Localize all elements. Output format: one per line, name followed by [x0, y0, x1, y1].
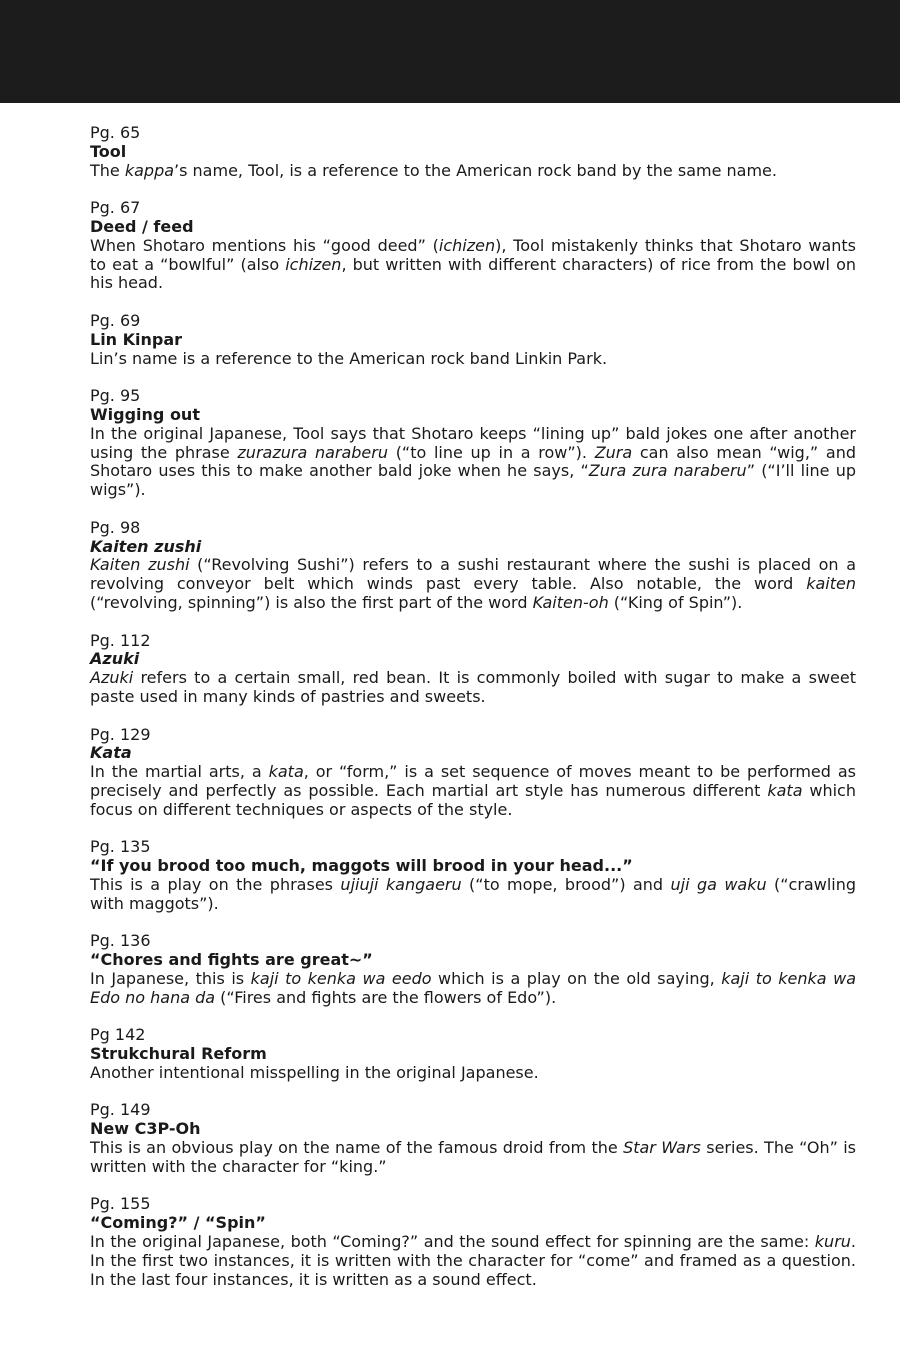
body-text: , but written with different characters) of rice from the bowl on his head. — [90, 254, 856, 293]
italic-term: Zura zura naraberu — [588, 461, 747, 481]
page-reference: Pg. 65 — [90, 123, 141, 142]
page-reference: Pg. 112 — [90, 630, 151, 650]
note-body — [90, 970, 856, 1008]
note-heading: Wigging out — [90, 404, 200, 424]
italic-term: kata — [268, 762, 304, 782]
note-block — [90, 838, 856, 913]
note-heading: New C3P-Oh — [90, 1119, 201, 1139]
page-reference: Pg. 129 — [90, 724, 151, 744]
note-body — [90, 1064, 856, 1083]
note-heading: “Coming?” / “Spin” — [90, 1213, 266, 1233]
page-reference: Pg. 98 — [90, 517, 141, 537]
note-heading: Strukchural Reform — [90, 1044, 267, 1064]
body-text: Another intentional misspelling in the original Japanese. — [90, 1062, 539, 1082]
body-text: ’s name, Tool, is a reference to the American rock band by the same name. — [174, 160, 777, 180]
body-text: series. The “Oh” is written with the character for “king.” — [90, 1138, 857, 1176]
note-block — [90, 1195, 856, 1289]
body-text: In the martial arts, a — [90, 762, 269, 782]
italic-term: ujiuji kangaeru — [340, 874, 462, 894]
note-heading: “If you brood too much, maggots will brood in your head...” — [90, 856, 633, 876]
note-body — [90, 350, 856, 369]
page-reference: Pg. 136 — [90, 931, 151, 951]
note-block — [90, 387, 856, 500]
page-reference: Pg. 67 — [90, 198, 141, 218]
note-heading: Deed / feed — [90, 216, 194, 236]
body-text: ” (“I’ll line up wigs”). — [90, 461, 857, 500]
page-reference: Pg. 135 — [90, 837, 151, 857]
note-block — [90, 199, 856, 293]
note-heading: Lin Kinpar — [90, 329, 183, 349]
body-text: (“to line up in a row”). — [388, 442, 595, 462]
body-text: This is an obvious play on the name of the famous droid from the — [90, 1138, 624, 1158]
body-text: . In the first two instances, it is written with the character for “come” and framed as a question. In the last four instances, it is written as a sound effect. — [90, 1232, 856, 1289]
note-block — [90, 726, 856, 820]
note-body — [90, 669, 856, 707]
body-text: (“Revolving Sushi”) refers to a sushi restaurant where the sushi is placed on a revolving conveyor belt which winds past every table. Also notable, the word — [90, 555, 856, 594]
body-text: (“crawling with maggots”). — [90, 874, 857, 913]
body-text: In the original Japanese, both “Coming?” and the sound effect for spinning are the same: — [90, 1232, 815, 1252]
italic-term: zurazura naraberu — [237, 442, 388, 462]
body-text: Lin’s name is a reference to the American rock band Linkin Park. — [90, 348, 608, 368]
italic-term: kaji to kenka wa Edo no hana da — [90, 968, 857, 1007]
note-block — [90, 519, 856, 613]
italic-term: ichizen — [285, 254, 342, 274]
italic-term: Star Wars — [623, 1138, 701, 1158]
body-text: can also mean “wig,” and Shotaro uses this to make another bald joke when he says, “ — [90, 442, 857, 481]
note-block — [90, 1026, 856, 1082]
note-body — [90, 876, 856, 914]
translation-notes — [90, 124, 856, 1308]
body-text: ), Tool mistakenly thinks that Shotaro wants to eat a “bowlful” (also — [90, 235, 857, 274]
italic-term: Azuki — [90, 668, 134, 688]
body-text: In the original Japanese, Tool says that Shotaro keeps “lining up” bald jokes one after another using the phrase — [90, 423, 856, 462]
note-block — [90, 312, 856, 368]
page-reference: Pg. 149 — [90, 1100, 151, 1120]
italic-term: Zura — [594, 442, 633, 462]
body-text: (“to mope, brood”) and — [461, 874, 671, 894]
note-block — [90, 932, 856, 1007]
body-text: which is a play on the old saying, — [431, 968, 722, 988]
note-body — [90, 763, 856, 819]
note-body — [90, 425, 856, 500]
note-body — [90, 162, 856, 181]
body-text: The — [90, 160, 125, 180]
page-reference: Pg. 95 — [90, 386, 141, 406]
body-text: , or “form,” is a set sequence of moves meant to be performed as precisely and perfectly as possible. Each martial art style has numerous different — [90, 762, 856, 800]
body-text: (“King of Spin”). — [608, 592, 743, 612]
note-heading: Azuki — [90, 649, 140, 669]
body-text: In Japanese, this is — [90, 968, 251, 988]
note-body — [90, 556, 856, 612]
body-text: refers to a certain small, red bean. It is commonly boiled with sugar to make a sweet paste used in many kinds of pastries and sweets. — [90, 668, 856, 706]
body-text: When Shotaro mentions his “good deed” ( — [90, 235, 439, 255]
italic-term: uji ga waku — [670, 874, 767, 894]
italic-term: ichizen — [438, 235, 496, 255]
italic-term: kaji to kenka wa eedo — [250, 968, 432, 988]
note-heading: “Chores and fights are great~” — [90, 950, 373, 970]
note-body — [90, 237, 856, 293]
italic-term: kappa — [124, 160, 175, 180]
note-body — [90, 1139, 856, 1177]
note-heading: Kata — [90, 743, 132, 763]
page-reference: Pg 142 — [90, 1025, 146, 1045]
italic-term: Kaiten zushi — [90, 555, 190, 575]
note-heading: Kaiten zushi — [90, 536, 202, 556]
italic-term: kata — [767, 780, 803, 800]
note-block — [90, 632, 856, 707]
note-block — [90, 124, 856, 180]
italic-term: kuru — [814, 1232, 851, 1252]
note-heading: Tool — [90, 141, 127, 161]
body-text: (“revolving, spinning”) is also the first part of the word — [90, 592, 533, 612]
note-body — [90, 1233, 856, 1289]
body-text: This is a play on the phrases — [90, 874, 341, 894]
italic-term: kaiten — [806, 574, 856, 594]
page-reference: Pg. 69 — [90, 310, 141, 330]
top-band — [0, 0, 900, 103]
body-text: (“Fires and fights are the flowers of Edo”). — [215, 987, 557, 1007]
page-reference: Pg. 155 — [90, 1194, 151, 1214]
note-block — [90, 1101, 856, 1176]
body-text: which focus on different techniques or aspects of the style. — [90, 780, 856, 819]
italic-term: Kaiten-oh — [532, 592, 609, 612]
